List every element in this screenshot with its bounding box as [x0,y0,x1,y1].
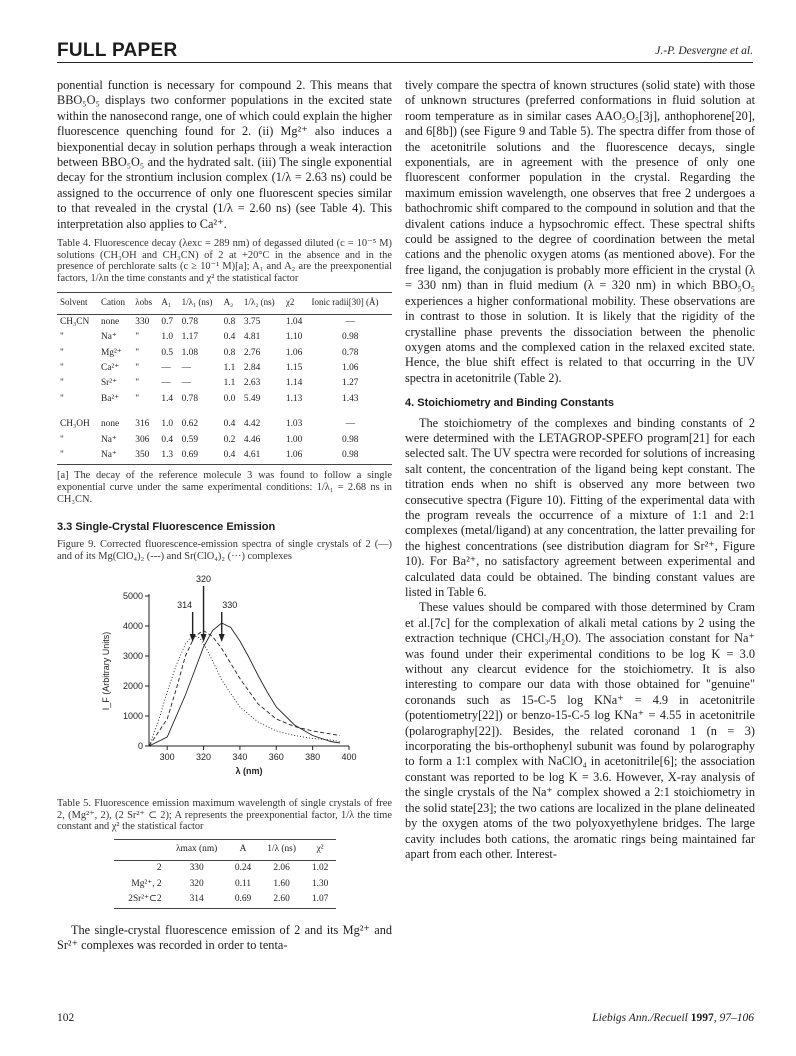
table-cell: 1.15 [285,363,303,374]
table-cell: " [135,347,140,358]
table5 [114,839,336,909]
table-cell: 1.0 [161,332,174,343]
table-cell: 0.2 [223,434,236,445]
table-cell: 4.42 [243,419,261,430]
table-cell: " [60,347,64,358]
table5-caption: Table 5. Fluorescence emission maximum wavelength of single crystals of free 2, (Mg²⁺, 2), (2 Sr²⁺ ⊂ 2); A represents the preexponential factor, 1/λ the time constant and χ² the statistical factor [57,798,392,833]
table-cell: 1.17 [181,332,199,343]
y-tick-label: 5000 [122,591,143,602]
table-header-cell: 1/λ₁ (ns) [181,297,213,308]
table-cell: " [135,378,140,389]
table-cell: 0.98 [342,434,359,445]
table-cell: 0.69 [234,894,252,905]
table-cell: " [60,393,64,404]
x-tick-label: 380 [305,752,321,763]
table5-body [114,861,336,908]
page-header [57,40,753,63]
x-tick-label: 320 [196,752,212,763]
table-cell: 0.8 [223,316,236,327]
table-cell: Na⁺ [100,332,117,343]
x-tick-label: 340 [232,752,248,763]
table-cell: 0.98 [342,450,359,461]
table-row [57,433,392,448]
table-cell: — [345,419,355,430]
table-row [114,861,336,877]
peak-arrow-head [219,634,225,642]
y-tick-label: 2000 [122,681,143,692]
table-header-cell: Ionic radii[30] (Å) [311,297,379,308]
table-header-cell: 1/λ (ns) [267,843,296,854]
table-row [57,392,392,407]
running-author: J.-P. Desvergne et al. [655,45,753,57]
table-cell: 0.11 [235,878,252,889]
page-number: 102 [57,1012,75,1024]
table4-group-ch3cn [57,314,392,407]
table-cell: " [60,434,64,445]
table-cell: 0.0 [223,393,236,404]
peak-label: 330 [222,600,238,611]
table-cell: 0.24 [234,863,252,874]
table-cell: Na⁺ [100,434,117,445]
table-cell: 1.02 [311,863,329,874]
series-line-dotted [149,635,340,746]
table-row [114,877,336,892]
table-cell: Na⁺ [100,450,117,461]
table-cell: 2.84 [243,363,261,374]
table-cell: 1.43 [342,393,359,404]
section-type-title: FULL PAPER [57,40,178,61]
table-row [57,448,392,464]
table-cell: 2.76 [243,347,261,358]
table-header-cell: χ² [316,843,324,854]
table-cell: Sr²⁺ [100,378,118,389]
table-cell: 1.06 [285,450,303,461]
left-column [57,78,392,953]
y-tick-label: 4000 [122,621,143,632]
x-tick-label: 400 [341,752,357,763]
table-cell: 1.4 [161,393,174,404]
table-row [57,376,392,391]
paragraph: The stoichiometry of the complexes and binding constants of 2 were determined with the LETAGROP-SPEFO program[21] for each selected salt. The UV spectra were recorded for solutions of increasing salt content, the concentration of the ligand being kept constant. The titration ends when no shift is observed any more between two consecutive spectra (Figure 10). Fitting of the experimental data with the program reveals the occurrence of a mixture of 1:1 and 2:1 complexes (metal/ligand) at any concentration, the latter prevailing for the highest concentrations (see distribution diagram for Sr²⁺, Figure 10). For Ba²⁺, no satisfactory agreement between experimental and calculated data could be obtained. The binding constant values are listed in Table 6. [405,415,755,599]
table-cell: " [60,332,64,343]
table-cell: Mg²⁺ [100,347,122,358]
table-cell: 314 [189,894,204,905]
table-cell: 350 [135,450,150,461]
table-cell: 320 [189,878,204,889]
table-cell: none [100,316,120,327]
section-heading-3-3: 3.3 Single-Crystal Fluorescence Emission [57,520,276,533]
x-tick-label: 300 [159,752,175,763]
table-cell: Ca²⁺ [100,363,120,374]
table-cell: 0.4 [223,332,236,343]
table-cell: 0.62 [181,419,199,430]
table-header-cell: 1/λ₂ (ns) [243,297,275,308]
peak-arrow-head [201,634,207,642]
table-cell: 5.49 [243,393,261,404]
table-header-cell: A [239,843,247,854]
table-cell: 1.1 [223,363,236,374]
table-cell: 1.06 [342,363,359,374]
x-tick-label: 360 [268,752,284,763]
table-cell: 1.27 [342,378,359,389]
table-row [57,346,392,361]
table-cell: — [345,316,355,327]
table-cell: — [161,378,171,389]
table-cell: 306 [135,434,150,445]
journal-pages: , 97–106 [713,1012,754,1024]
table-cell: — [181,378,192,389]
table-cell: 1.06 [285,347,303,358]
table4-header-row [57,293,392,314]
table-header-cell: A₁ [161,297,172,308]
table-cell: 0.78 [181,316,199,327]
table4-group-ch3oh [57,407,392,464]
table-cell: 1.13 [285,393,303,404]
y-tick-label: 3000 [122,651,143,662]
table-cell: 2.06 [273,863,290,874]
y-tick-label: 1000 [122,711,143,722]
table-row [57,330,392,345]
journal-year: 1997 [690,1012,714,1024]
paragraph: The single-crystal fluorescence emission of 2 and its Mg²⁺ and Sr²⁺ complexes was recorded in order to tenta- [57,922,392,952]
table-header-cell: χ2 [285,297,295,308]
table-cell: " [60,363,64,374]
series-line-dashed [149,631,340,747]
section-heading-4: 4. Stoichiometry and Binding Constants [405,397,615,410]
table-cell: Mg²⁺, 2 [131,878,162,889]
table-cell: 0.59 [181,434,199,445]
peak-arrow-head [190,634,196,642]
table-cell: 0.4 [223,450,236,461]
table-cell: 1.00 [285,434,303,445]
y-axis-label: I_F (Arbitrary Units) [101,631,111,711]
peak-label: 320 [196,574,212,585]
table-cell: 1.03 [285,419,303,430]
table-row [57,314,392,330]
y-tick-label: 0 [137,741,143,752]
figure9-chart [57,562,392,788]
paragraph: tively compare the spectra of known structures (solid state) with those of unknown structures (preferred conformations in fluid solution at room temperature as in similar cases AAO₅O₅[3j], anthophorene[20], and 6[8b]) (see Figure 9 and Table 5). The spectra differ from those of the acetonitrile solutions and the fluorescence decays, single exponentials, are in agreement with the presence of only one fluorescent conformer population in the crystal. Regarding the maximum emission wavelength, one observes that free 2 undergoes a bathochromic shift compared to the compound in solution and that the divalent cations induce a hypsochromic effect. These spectral shifts could be assigned to the degree of coordination between the metal cations and the phenolic oxygen atoms (as mentioned above). For the free ligand, the conjugation is probably more efficient in the crystal (λ = 330 nm) than in fluid medium (λ = 320 nm) in which BBO₅O₅ experiences a higher conformational mobility. These observations are in contrast to those in solution. It is likely that the rigidity of the crystalline phase prevents the dissociation between the phenolic oxygen atoms and the complexed cation in the relaxed excited state. Hence, the blue shift effect is related to that occurring in the UV spectra in acetonitrile (Table 2). [405,78,755,385]
table-cell: none [100,419,120,430]
table5-header-row [114,839,336,860]
table-header-cell: λobs [135,297,153,308]
table-cell: 1.0 [161,419,174,430]
table-cell: 0.78 [181,393,199,404]
table-header-cell: Cation [100,297,125,308]
table-cell: 0.4 [223,419,236,430]
table-cell: 1.14 [285,378,303,389]
table-header-cell [114,839,166,860]
table-cell: 1.07 [311,894,329,905]
table-cell: 316 [135,419,150,430]
table-cell: CH₃OH [60,419,90,430]
table4 [57,292,392,464]
table-cell: 2.63 [243,378,261,389]
table-cell: 1.1 [223,378,236,389]
paragraph: ponential function is necessary for compound 2. This means that BBO₅O₅ displays two conformer populations in the excited state within the nanosecond range, one of which could explain the higher fluorescence quenching found for 2. (ii) Mg²⁺ also induces a biexponential decay in solution perhaps through a weak interaction between BBO₅O₅ and the hydrated salt. (iii) The single exponential decay for the strontium inclusion complex (1/λ = 2.63 ns) could be assigned to the occurrence of only one fluorescent species similar to that revealed in the crystal (1/λ = 2.60 ns) (see Table 4). This interpretation also applies to Ca²⁺. [57,78,392,231]
table-cell: 4.81 [243,332,261,343]
table-cell: " [60,378,64,389]
table-cell: — [161,363,171,374]
table-cell: 1.08 [181,347,199,358]
table-cell: " [135,393,140,404]
table-cell: " [60,450,64,461]
table-cell: 1.60 [273,878,290,889]
journal-citation [592,1012,754,1024]
x-axis-label: λ (nm) [235,766,263,777]
table-cell: 0.69 [181,450,199,461]
table-cell: — [181,363,192,374]
table-header-cell: Solvent [60,297,88,308]
table-cell: 0.8 [223,347,236,358]
table-cell: 2Sr²⁺⊂2 [128,894,162,905]
paragraph: These values should be compared with those determined by Cram et al.[7c] for the complexation of alkali metal cations by 2 using the extraction technique (CHCl₃/H₂O). The association constant for Na⁺ was found under their experimental conditions to be log K = 3.0 without any clearcut evidence for the stoichiometry. It is also interesting to compare our data with those obtained for "genuine" coronands such as 15-C-5 log KNa⁺ = 4.9 in acetonitrile (potentiometry[22]) or benzo-15-C-5 log KNa⁺ = 4.55 in acetonitrile (polarography[22]). Besides, the related coronand 1 (n = 3) incorporating the bis-orthophenyl subunit was found by polarography to form a 1:1 complex with NaClO₄ in acetonitrile[6]; the association constant was reported to be log K = 3.6. However, X-ray analysis of the single crystals of the Na⁺ complex showed a 2:1 stoichiometry in the solid state[23]; the two cations are localized in the plane delineated by the oxygen atoms of the two polyoxyethylene bridges. The large cavity includes both cations, the aromatic rings being maintained far apart from each other. Interest- [405,600,755,861]
table-row [57,361,392,376]
table-cell: 4.46 [243,434,261,445]
table-cell: 330 [135,316,150,327]
table-cell: 0.5 [161,347,174,358]
table-row [57,407,392,432]
table4-footnote: [a] The decay of the reference molecule 3 was found to follow a single exponential curve under the same experimental conditions: 1/λ₁ = 2.68 ns in CH₃CN. [57,469,392,505]
table-header-cell: A₂ [223,297,234,308]
table-cell: Ba²⁺ [100,393,120,404]
table-cell: 3.75 [243,316,261,327]
table4-caption: Table 4. Fluorescence decay (λexc = 289 nm) of degassed diluted (c = 10⁻⁵ M) solutions (CH₃OH and CH₃CN) of 2 at +20°C in the absence and in the presence of perchlorate salts (c ≥ 10⁻¹ M)[a]; A₁ and A₂ are the preexponential factors, 1/λn the time constants and χ² the statistical factor [57,238,392,284]
table-cell: 1.3 [161,450,174,461]
table-cell: 2.60 [273,894,290,905]
right-column [405,78,755,862]
table-cell: CH₃CN [60,316,90,327]
figure9-svg [57,562,392,788]
table-cell: " [135,332,140,343]
table-cell: 330 [189,863,204,874]
table-cell: 1.10 [285,332,303,343]
table-cell: 1.04 [285,316,303,327]
table-cell: 4.61 [243,450,261,461]
table-cell: 0.4 [161,434,174,445]
table-cell: 0.7 [161,316,174,327]
table-row [114,892,336,908]
table-cell: " [135,363,140,374]
figure9-caption: Figure 9. Corrected fluorescence-emission spectra of single crystals of 2 (—) and of its Mg(ClO₄)₂ (---) and Sr(ClO₄)₂ (···) complexes [57,538,392,562]
table-cell: 2 [156,863,162,874]
journal-name: Liebigs Ann./Recueil [592,1012,688,1024]
table-cell: 0.98 [342,332,359,343]
table-cell: 0.78 [342,347,359,358]
table-header-cell: λmax (nm) [175,843,218,854]
peak-label: 314 [177,600,193,611]
table-cell: 1.30 [311,878,329,889]
